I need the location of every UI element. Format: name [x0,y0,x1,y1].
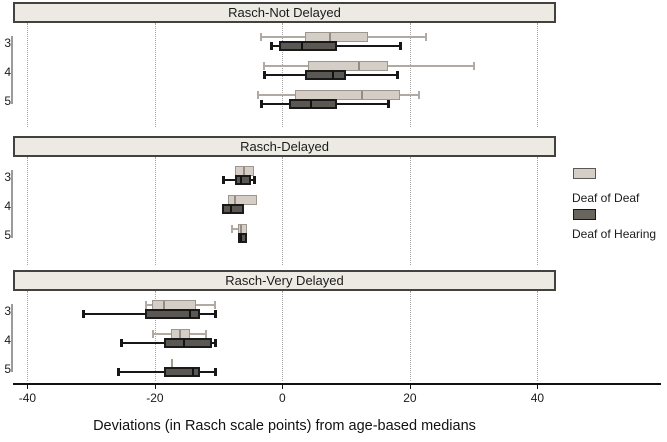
gridline [27,291,28,381]
whisker-low [257,94,295,96]
legend-swatch-deaf-of-deaf [573,168,596,179]
whisker-cap-high [214,339,217,347]
group-axis-label: 3 [4,170,11,184]
group-axis-label: 5 [4,94,11,108]
x-axis-tick [155,384,156,389]
median-line [361,91,363,99]
median-line [163,301,165,309]
gridline [282,157,283,265]
median-line [183,339,185,347]
median-line [310,100,312,108]
whisker-cap-low [145,301,147,309]
whisker-cap-low [260,100,263,108]
whisker-low [117,371,165,373]
median-line [240,225,242,233]
y-axis-line [11,304,13,372]
whisker-high [337,103,388,105]
whisker-cap-low [231,225,233,233]
gridline [27,23,28,127]
box-iqr [305,70,346,80]
median-line [189,310,191,318]
x-axis-label: Deviations (in Rasch scale points) from age-based medians [93,418,476,434]
whisker-cap-low [117,368,120,376]
whisker-cap-high [214,310,217,318]
whisker-cap-low [270,42,273,50]
median-line [234,196,236,204]
whisker-low [263,74,304,76]
group-axis-label: 5 [4,362,11,376]
gridline [155,157,156,265]
panel-plot-rasch-not-delayed [4,22,556,128]
whisker-low [82,313,146,315]
x-axis-tick-label: -20 [146,391,164,405]
gridline [410,291,411,381]
group-axis-label: 4 [4,199,11,213]
median-line [179,330,181,338]
whisker-cap-high [418,91,420,99]
x-axis-tick-label: 40 [530,391,545,405]
legend-label-deaf-of-hearing: Deaf of Hearing [572,227,657,241]
x-axis-tick [537,384,538,389]
gridline [537,23,538,127]
box-iqr [145,309,199,319]
group-axis-label: 3 [4,304,11,318]
whisker-low [120,342,165,344]
whisker-high [196,304,215,306]
group-axis-label: 4 [4,65,11,79]
median-line [329,33,331,41]
whisker-high [200,313,216,315]
whisker-cap-low [222,176,225,184]
gridline [410,23,411,127]
whisker-cap-low [257,91,259,99]
whisker-cap-low [260,33,262,41]
gridline [537,157,538,265]
whisker-cap-high [387,100,390,108]
box-iqr [164,338,212,348]
gridline [410,157,411,265]
whisker-cap-low [152,330,154,338]
median-line [192,368,194,376]
whisker-high [388,65,474,67]
box-iqr [289,99,337,109]
group-axis-label: 5 [4,228,11,242]
box-iqr [279,41,336,51]
y-axis-line [11,170,13,238]
x-axis-tick [282,384,283,389]
whisker-cap-high [399,42,402,50]
whisker-cap-high [473,62,475,70]
whisker-cap-low [120,339,123,347]
x-axis-tick-label: -40 [18,391,37,405]
whisker-cap-high [253,176,256,184]
panel-title-rasch-delayed: Rasch-Delayed [13,136,556,157]
whisker-cap-high [425,33,427,41]
whisker-cap-low [82,310,85,318]
x-axis-tick-label: 0 [279,391,286,405]
whisker-cap-high [396,71,399,79]
x-axis-line [13,383,661,385]
panel-plot-rasch-delayed [4,156,556,266]
legend-label-deaf-of-deaf: Deaf of Deaf [572,191,640,205]
whisker-high [337,45,401,47]
whisker-cap-high [214,368,217,376]
median-line [240,234,242,242]
whisker-low [260,103,289,105]
median-line [230,205,232,213]
gridline [537,291,538,381]
x-axis-tick-label: 20 [403,391,417,405]
panel-title-rasch-very-delayed: Rasch-Very Delayed [13,270,556,291]
median-line [301,42,303,50]
median-line [240,176,242,184]
whisker-low [263,65,308,67]
whisker-cap-low [263,62,265,70]
group-axis-label: 4 [4,333,11,347]
whisker-cap-high [214,301,216,309]
whisker-cap-high [205,330,207,338]
y-axis-line [11,36,13,104]
median-line [332,71,334,79]
x-axis-tick [410,384,411,389]
gridline [155,23,156,127]
gridline [27,157,28,265]
legend-swatch-deaf-of-hearing [573,209,596,220]
whisker-high [368,36,425,38]
whisker-cap-low [263,71,266,79]
whisker-high [346,74,397,76]
x-axis-tick [27,384,28,389]
median-line [243,167,245,175]
whisker-low [260,36,305,38]
gridline [282,291,283,381]
whisker-low [152,333,171,335]
panel-plot-rasch-very-delayed [4,290,556,382]
whisker-high [400,94,419,96]
panel-title-rasch-not-delayed: Rasch-Not Delayed [13,2,556,23]
box-iqr [222,204,244,214]
median-line [358,62,360,70]
whisker-high [200,371,216,373]
box-iqr [164,367,199,377]
group-axis-label: 3 [4,36,11,50]
whisker-high [190,333,206,335]
box-iqr [235,175,251,185]
